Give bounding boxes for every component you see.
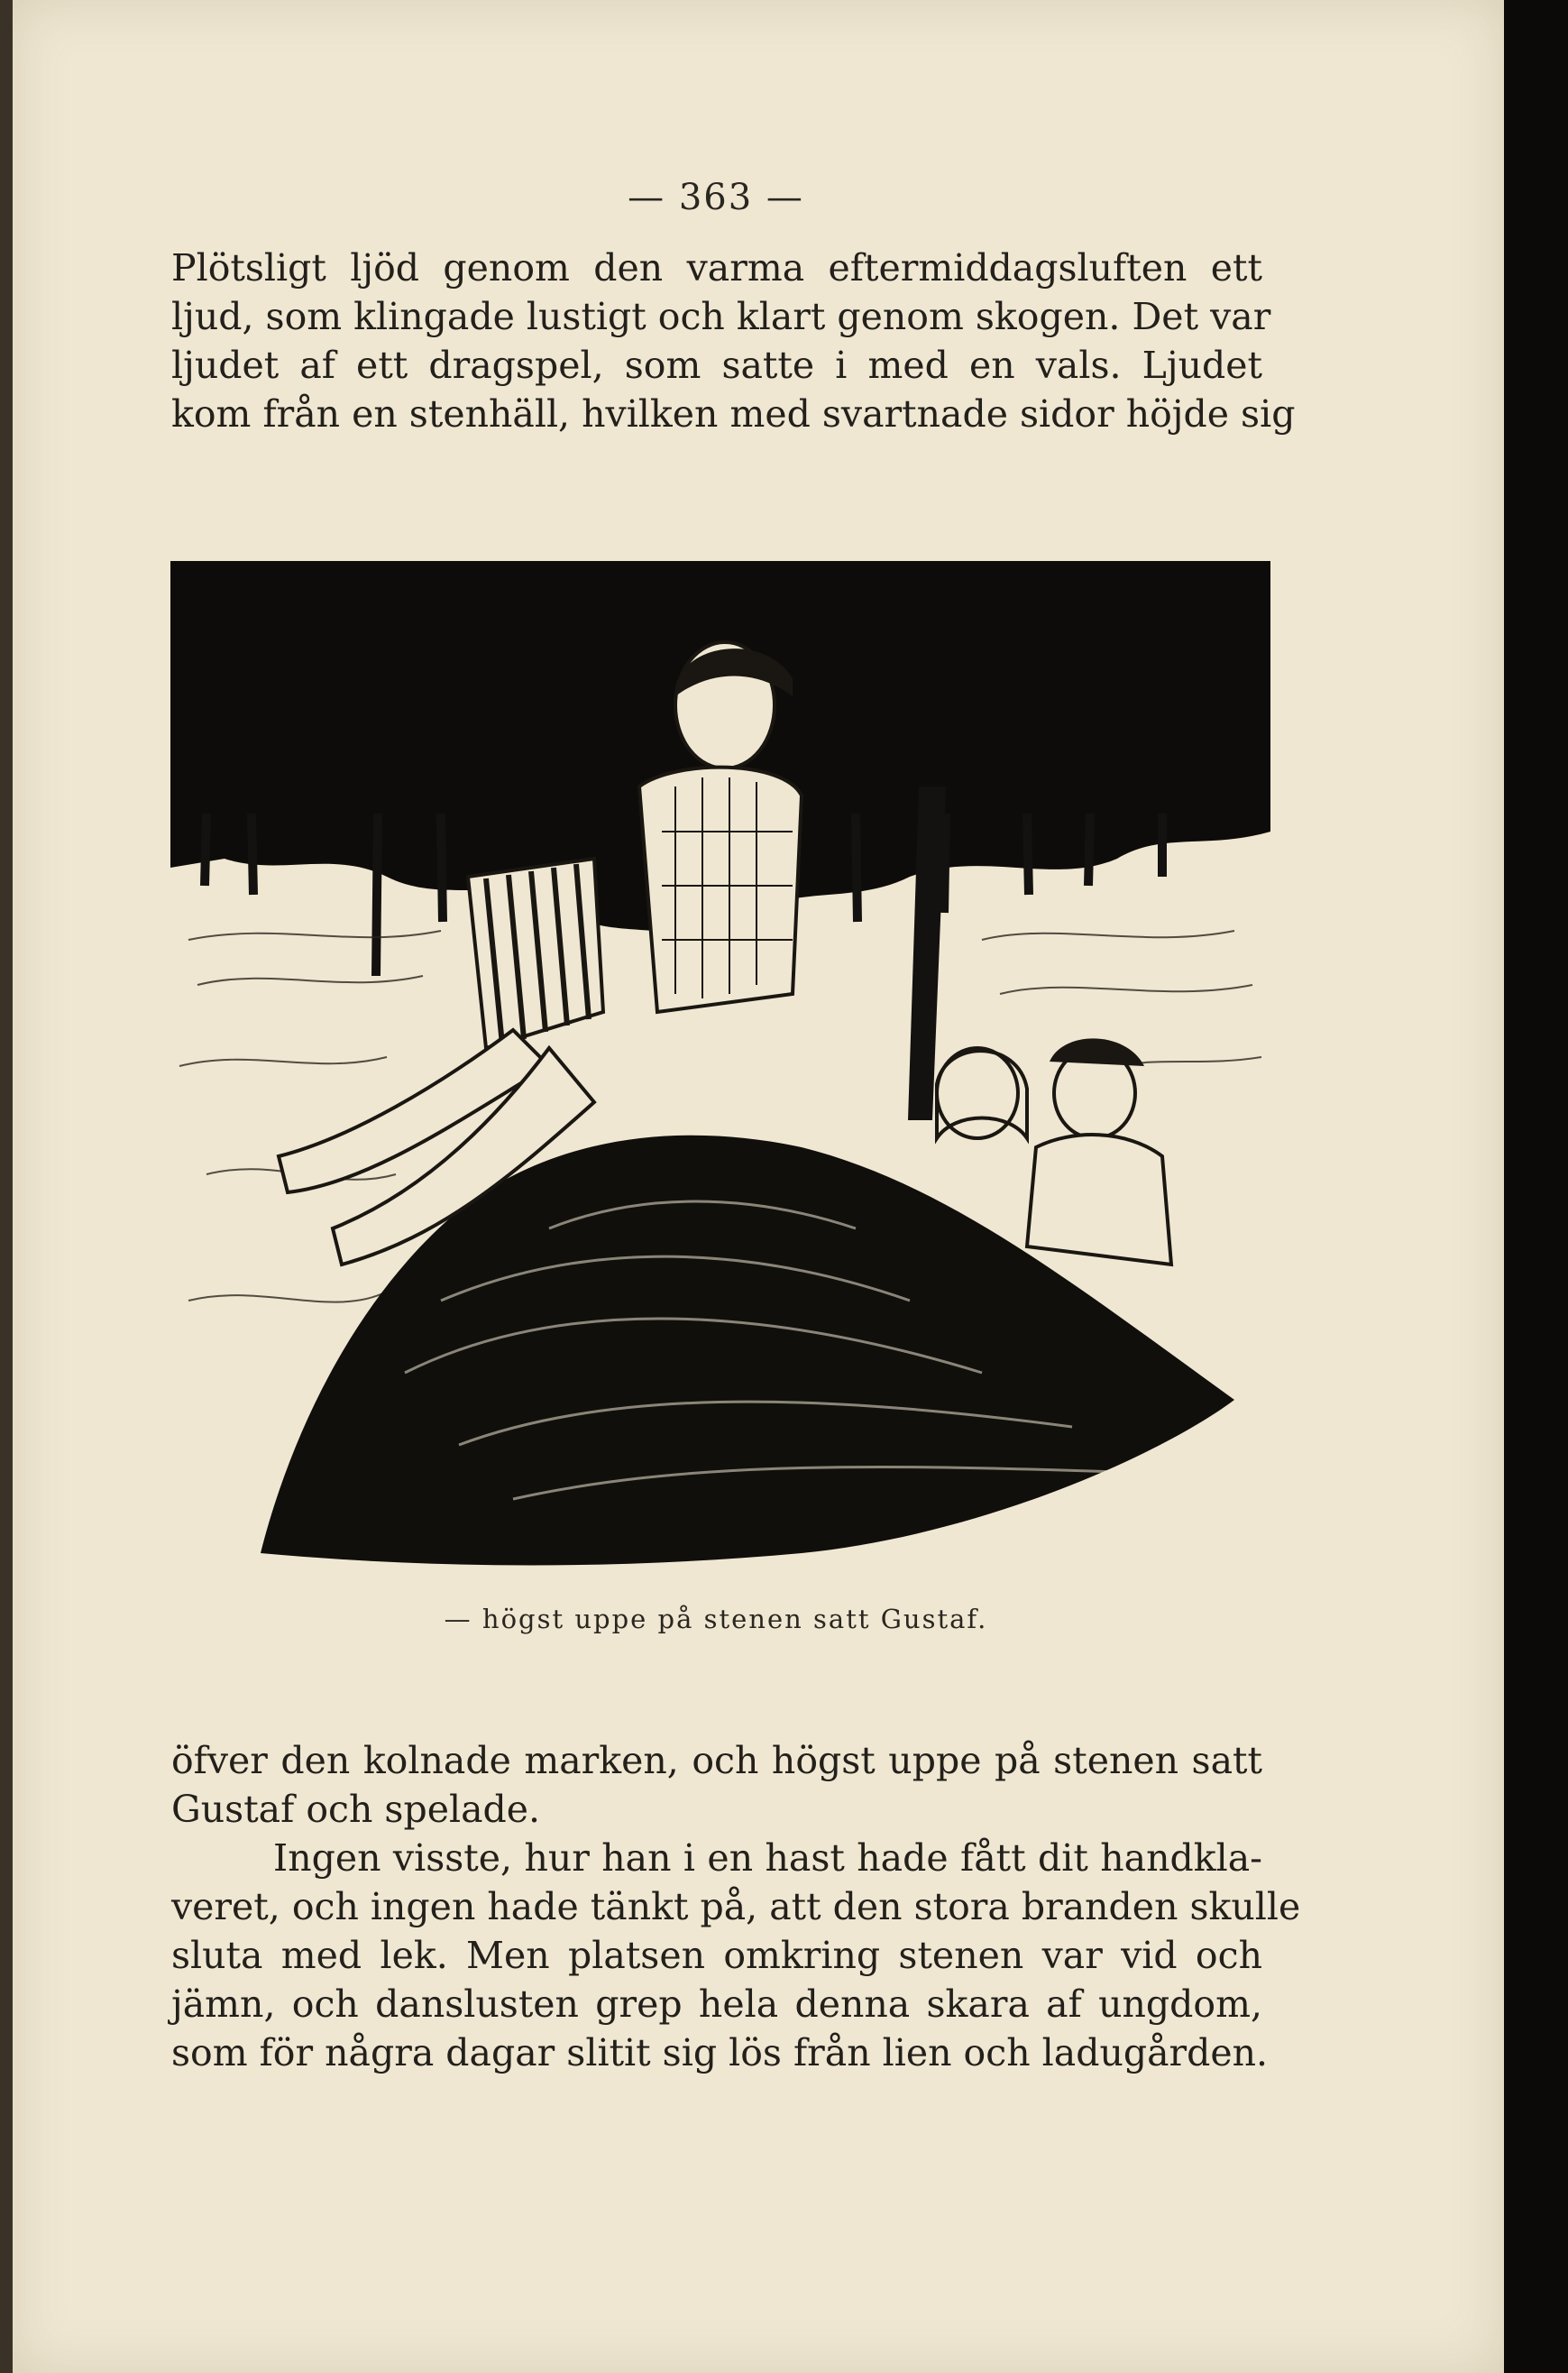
text-line: Ingen visste, hur han i en hast hade fått dit handkla-: [273, 1836, 1262, 1880]
text-line: veret, och ingen hade tänkt på, att den stora branden skulle: [171, 1885, 1301, 1928]
book-page: [13, 0, 1504, 2373]
paragraph-3: [171, 1834, 1301, 2077]
page-edge-left: [0, 0, 13, 2373]
illustration-accordion-player: [170, 561, 1270, 1569]
illustration-caption: — högst uppe på stenen satt Gustaf.: [444, 1604, 988, 1634]
page-edge-right: [1504, 0, 1568, 2373]
page-number: — 363 —: [628, 177, 804, 218]
text-line: sluta med lek. Men platsen omkring stenen var vid och: [171, 1934, 1262, 1977]
text-line: jämn, och danslusten grep hela denna skara af ungdom,: [171, 1982, 1262, 2026]
text-line: ljud, som klingade lustigt och klart genom skogen. Det var: [171, 295, 1271, 338]
text-line: Plötsligt ljöd genom den varma eftermiddagsluften ett: [171, 246, 1262, 290]
paragraph-2: [171, 1736, 1262, 1834]
text-line: kom från en stenhäll, hvilken med svartnade sidor höjde sig: [171, 392, 1296, 436]
text-line: öfver den kolnade marken, och högst uppe på stenen satt: [171, 1739, 1262, 1782]
text-line: Gustaf och spelade.: [171, 1788, 541, 1831]
text-line: ljudet af ett dragspel, som satte i med en vals. Ljudet: [171, 344, 1262, 387]
paragraph-1: [171, 244, 1296, 438]
text-line: som för några dagar slitit sig lös från lien och ladugården.: [171, 2031, 1269, 2074]
